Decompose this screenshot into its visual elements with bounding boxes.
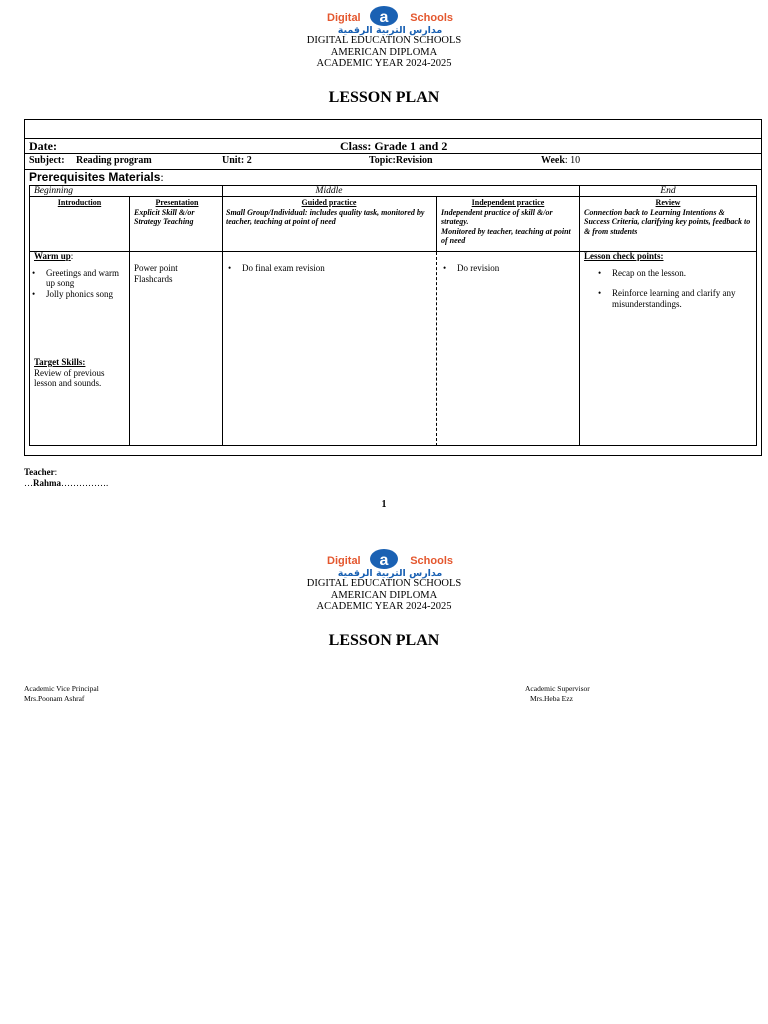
- subject-value: Reading program: [76, 155, 152, 166]
- vice-principal-name: Mrs.Poonam Ashraf: [24, 694, 85, 703]
- week-value: : 10: [564, 155, 581, 166]
- phase-middle: [222, 186, 436, 197]
- vice-principal-block: [24, 684, 99, 704]
- school-name: DIGITAL EDUCATION SCHOOLS: [306, 35, 462, 46]
- supervisor-name: Mrs.Heba Ezz: [530, 694, 573, 703]
- phase-end: End: [660, 186, 676, 196]
- list-item: • Reinforce learning and clarify any misunderstandings.: [596, 288, 752, 309]
- phase-middle-text: Middle: [315, 186, 343, 196]
- class-label: Class: Grade 1 and 2: [340, 139, 448, 153]
- teacher-name-line: [24, 478, 108, 489]
- warmup-colon: :: [70, 251, 74, 261]
- review-list: [584, 268, 752, 310]
- school-header: [0, 35, 768, 70]
- prerequisites-label: Prerequisites Materials: [29, 170, 161, 184]
- target-skills-text: Review of previous lesson and sounds.: [34, 367, 105, 388]
- logo-text-right: Schools: [410, 12, 453, 24]
- logo-mark-icon: [369, 5, 399, 27]
- supervisor-title: Academic Supervisor: [525, 684, 590, 693]
- vice-principal-title: Academic Vice Principal: [24, 684, 99, 693]
- col-guided-title: Guided practice: [301, 198, 357, 207]
- prerequisites-colon: :: [160, 170, 164, 184]
- list-item: • Recap on the lesson.: [596, 268, 752, 279]
- col-presentation-head: [134, 198, 220, 227]
- col-independent-title: Independent practice: [471, 198, 545, 207]
- list-item: • Greetings and warm up song: [30, 268, 128, 289]
- col-presentation-title: Presentation: [155, 198, 199, 207]
- phase-beginning: Beginning: [34, 186, 74, 196]
- subject-label: Subject:: [29, 155, 65, 166]
- logo-text-left: Digital: [327, 555, 361, 567]
- week-label: Week: [541, 155, 565, 166]
- dashed-divider: [436, 252, 437, 446]
- col-independent-head: [441, 198, 575, 246]
- col-introduction-head: [30, 198, 129, 208]
- teacher-label-line: [24, 467, 57, 478]
- date-label: Date:: [29, 139, 57, 153]
- list-item: • Do revision: [441, 263, 575, 274]
- prerequisites-field: [29, 171, 164, 184]
- teacher-colon: :: [54, 467, 58, 477]
- week-field: [541, 156, 580, 167]
- presentation-cell: [134, 263, 220, 284]
- teacher-name: Rahma: [33, 478, 62, 488]
- teacher-prefix: …: [24, 478, 33, 488]
- logo-mark-letter: a: [379, 552, 389, 569]
- logo-text-left: Digital: [327, 12, 361, 24]
- teacher-label: Teacher: [24, 467, 55, 477]
- col-guided-sub: Small Group/Individual: includes quality task, monitored by teacher, teaching at point of need: [226, 207, 425, 226]
- col-guided-head: [226, 198, 432, 227]
- topic-label: Topic:Revision: [369, 155, 433, 166]
- academic-year: ACADEMIC YEAR 2024-2025: [316, 58, 452, 69]
- presentation-line1: Power point: [134, 263, 178, 273]
- target-skills-label: Target Skills:: [34, 357, 86, 367]
- review-cell: [584, 251, 752, 309]
- intro-cell: [34, 251, 128, 389]
- guided-list: [226, 263, 432, 274]
- warmup-label: Warm up: [34, 251, 71, 261]
- logo-arabic-text: مدارس التربية الرقمية: [337, 25, 443, 36]
- logo-text-right: Schools: [410, 555, 453, 567]
- list-item: • Jolly phonics song: [30, 289, 128, 300]
- list-item: • Do final exam revision: [226, 263, 432, 274]
- warmup-list: [30, 268, 128, 300]
- independent-list: [441, 263, 575, 274]
- teacher-dots: …………….: [61, 478, 109, 488]
- lesson-checkpoints-label: Lesson check points:: [584, 251, 664, 261]
- col-independent-sub2: Monitored by teacher, teaching at point of need: [441, 226, 571, 245]
- unit-label: Unit: 2: [222, 155, 252, 166]
- school-header: [0, 578, 768, 613]
- page-title: LESSON PLAN: [328, 632, 440, 649]
- diploma-line: AMERICAN DIPLOMA: [330, 46, 438, 58]
- col-independent-sub: Independent practice of skill &/or strategy.: [441, 207, 553, 226]
- col-review-sub: Connection back to Learning Intentions & Success Criteria, clarifying key points, feedback to & from students: [584, 207, 751, 236]
- logo-mark-letter: a: [379, 9, 389, 26]
- page-title: LESSON PLAN: [328, 89, 440, 106]
- school-name: DIGITAL EDUCATION SCHOOLS: [306, 578, 462, 589]
- supervisor-block: [525, 684, 590, 704]
- academic-year: ACADEMIC YEAR 2024-2025: [316, 601, 452, 612]
- col-presentation-sub: Explicit Skill &/or Strategy Teaching: [134, 207, 195, 226]
- col-introduction-title: Introduction: [57, 198, 102, 207]
- presentation-line2: Flashcards: [134, 273, 173, 284]
- col-review-title: Review: [655, 198, 681, 207]
- page-number: 1: [381, 499, 387, 510]
- logo-arabic-text: مدارس التربية الرقمية: [337, 568, 443, 579]
- diploma-line: AMERICAN DIPLOMA: [330, 589, 438, 601]
- col-review-head: [584, 198, 752, 236]
- logo-mark-icon: [369, 548, 399, 570]
